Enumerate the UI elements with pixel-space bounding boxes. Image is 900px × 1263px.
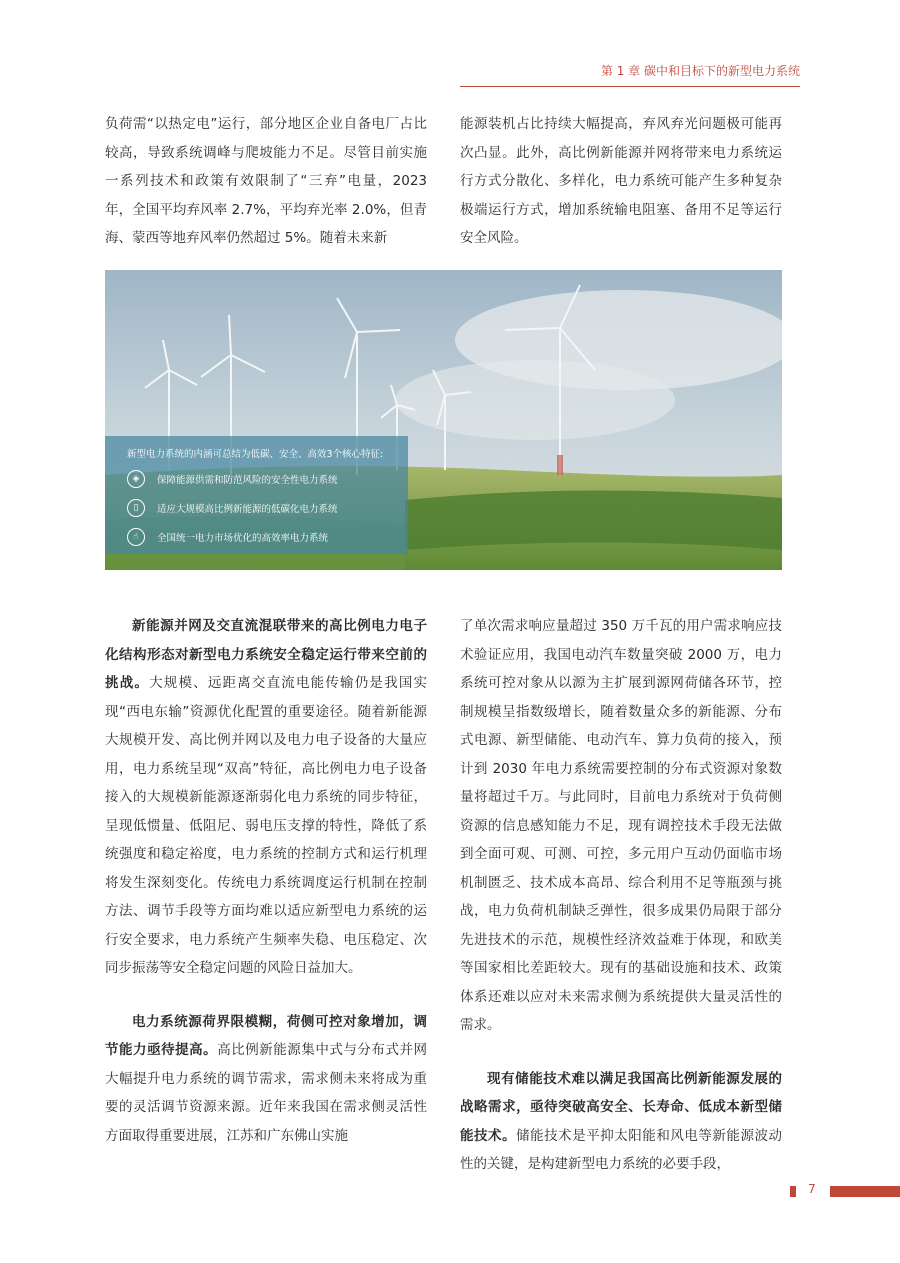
info-item	[127, 528, 328, 546]
battery-icon: ▯	[127, 499, 145, 517]
info-item	[127, 499, 338, 517]
shield-icon: ◈	[127, 470, 145, 488]
paragraph-lead: 现有储能技术难以满足我国高比例新能源发展的战略需求，亟待突破高安全、长寿命、低成本新型储能技术。	[460, 1070, 782, 1144]
paragraph: 了单次需求响应量超过 350 万千瓦的用户需求响应技术验证应用，我国电动汽车数量突破 2000 万，电力系统可控对象从以源为主扩展到源网荷储各环节，控制规模呈指数级增长，随着数量众多的新能源、分布式电源、新型储能、电动汽车、算力负荷的接入，预计到 2030 年电力系统需要控制的分布式资源对象数量将超过千万。与此同时，目前电力系统对于负荷侧资源的信息感知能力不足，现有调控技术手段无法做到全面可观、可测、可控，多元用户互动仍面临市场机制匮乏、技术成本高昂、综合利用不足等瓶颈与挑战，电力负荷机制缺乏弹性，很多成果仍局限于部分先进技术的示范，规模性经济效益难于体现，和欧美等国家相比差距较大。现有的基础设施和技术、政策体系还难以应对未来需求侧为系统提供大量灵活性的需求。	[460, 618, 782, 1033]
paragraph: 负荷需“以热定电”运行，部分地区企业自备电厂占比较高，导致系统调峰与爬坡能力不足。尽管目前实施一系列技术和政策有效限制了“三弃”电量，2023 年，全国平均弃风率 2.7%，平均弃光率 2.0%，但青海、蒙西等地弃风率仍然超过 5%。随着未来新	[105, 116, 427, 246]
top-left-column	[105, 110, 427, 253]
info-item-text: 保障能源供需和防范风险的安全性电力系统	[157, 475, 338, 486]
paragraph	[460, 1065, 782, 1179]
paragraph-lead: 新能源并网及交直流混联带来的高比例电力电子化结构形态对新型电力系统安全稳定运行带来空前的挑战。	[105, 618, 427, 691]
right-column	[460, 612, 782, 1179]
info-item-text: 全国统一电力市场优化的高效率电力系统	[157, 533, 329, 544]
page-marker	[790, 1186, 796, 1197]
top-right-column	[460, 110, 782, 253]
info-item	[127, 470, 338, 488]
chapter-title: 第 1 章 碳中和目标下的新型电力系统	[600, 64, 800, 78]
paragraph: 能源装机占比持续大幅提高，弃风弃光问题极可能再次凸显。此外，高比例新能源并网将带来电力系统运行方式分散化、多样化，电力系统可能产生多种复杂极端运行方式，增加系统输电阻塞、备用不足等运行安全风险。	[460, 116, 782, 246]
page-number: 7	[808, 1182, 816, 1196]
paragraph	[105, 612, 427, 983]
info-box-title: 新型电力系统的内涵可总结为低碳、安全、高效3个核心特征:	[127, 449, 384, 460]
page-bar	[830, 1186, 900, 1197]
hand-icon: ☝	[127, 528, 145, 546]
header-rule	[460, 86, 800, 87]
info-item-text: 适应大规模高比例新能源的低碳化电力系统	[157, 504, 338, 515]
paragraph	[105, 1008, 427, 1151]
paragraph-body: 高比例新能源集中式与分布式并网大幅提升电力系统的调节需求，需求侧未来将成为重要的灵活调节资源来源。近年来我国在需求侧灵活性方面取得重要进展，江苏和广东佛山实施	[105, 1042, 428, 1144]
left-column	[105, 612, 427, 1150]
paragraph-lead: 电力系统源荷界限模糊，荷侧可控对象增加，调节能力亟待提高。	[105, 1013, 427, 1058]
paragraph-body: 储能技术是平抑太阳能和风电等新能源波动性的关键，是构建新型电力系统的必要手段，	[460, 1127, 783, 1172]
paragraph-body: 大规模、远距离交直流电能传输仍是我国实现“西电东输”资源优化配置的重要途径。随着新能源大规模开发、高比例并网以及电力电子设备的大量应用，电力系统呈现“双高”特征，高比例电力电子设备接入的大规模新能源逐渐弱化电力系统的同步特征，呈现低惯量、低阻尼、弱电压支撑的特性，降低了系统强度和稳定裕度，电力系统的控制方式和运行机理将发生深刻变化。传统电力系统调度运行机制在控制方法、调节手段等方面均难以适应新型电力系统的运行安全要求，电力系统产生频率失稳、电压稳定、次同步振荡等安全稳定问题的风险日益加大。	[105, 675, 428, 976]
info-box	[105, 436, 408, 554]
